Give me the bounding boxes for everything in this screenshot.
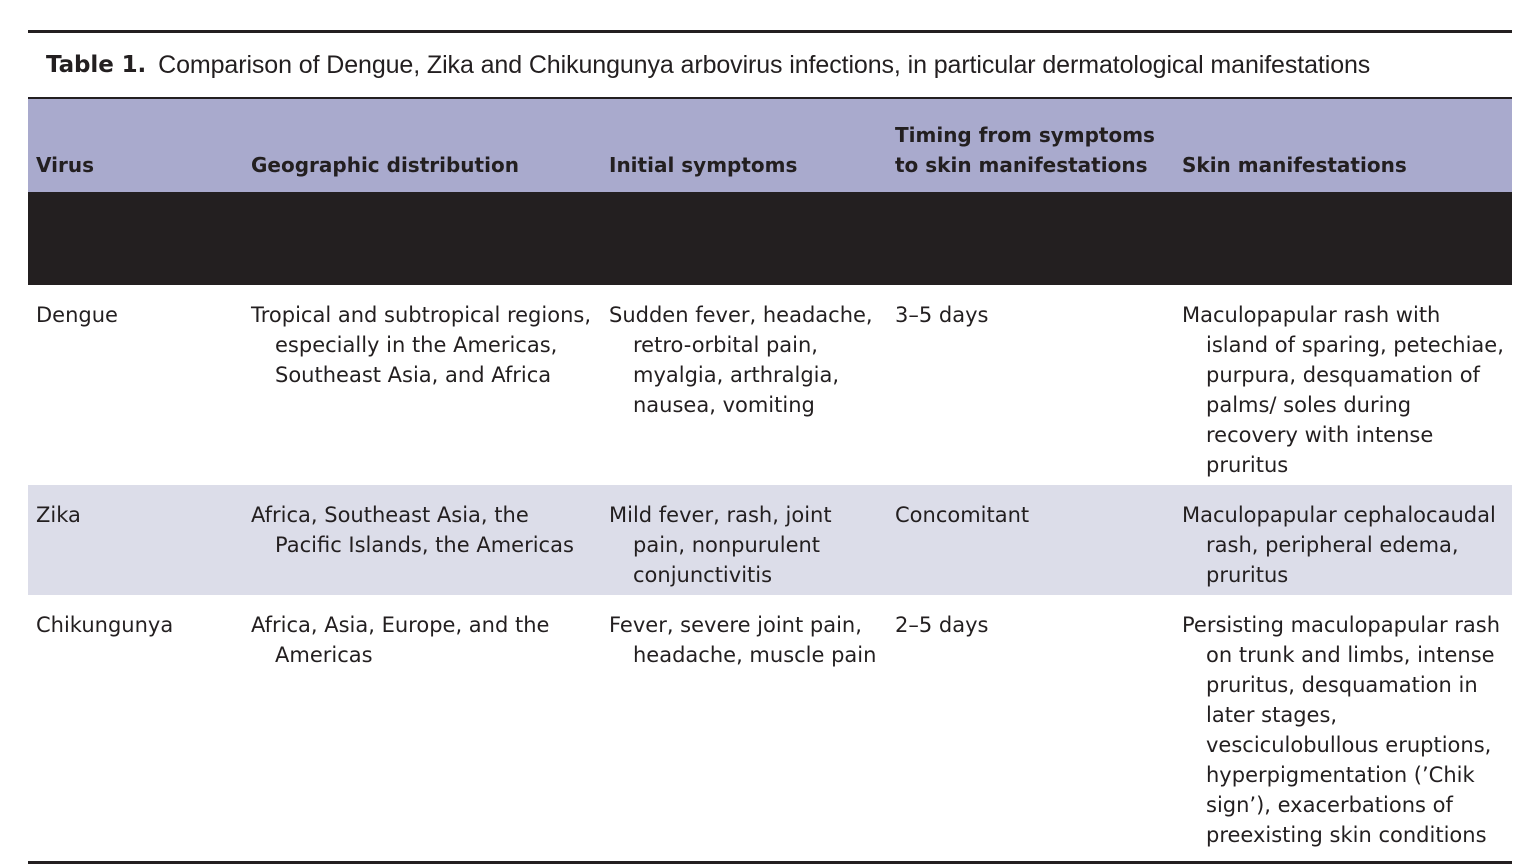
table-row-zika (28, 485, 1512, 595)
cell-distribution: Tropical and subtropical regions, especially in the Americas, Southeast Asia, and Africa (251, 303, 591, 387)
header-row (28, 99, 1512, 192)
header-virus: Virus (36, 153, 94, 177)
cell-timing: 3–5 days (895, 303, 989, 327)
cell-skin: Persisting maculopapular rash on trunk and limbs, intense pruritus, desquamation in later stages, vesciculobullous eruptions, hyperpigmentation (’Chik sign’), exacerbations of preexisting skin conditions (1182, 613, 1501, 847)
caption-text: Comparison of Dengue, Zika and Chikungunya arbovirus infections, in particular dermatological manifestations (158, 50, 1371, 79)
cell-symptoms: Fever, severe joint pain, headache, muscle pain (609, 613, 877, 667)
header-timing: Timing from symptoms to skin manifestations (895, 123, 1155, 177)
header-skin-manifestations: Skin manifestations (1182, 153, 1407, 177)
cell-virus: Zika (28, 485, 243, 595)
cell-skin: Maculopapular rash with island of sparing, petechiae, purpura, desquamation of palms/ soles during recovery with intense pruritus (1182, 303, 1504, 477)
table-row-chikungunya (28, 595, 1512, 855)
header-initial-symptoms: Initial symptoms (609, 153, 798, 177)
cell-virus: Chikungunya (36, 613, 174, 637)
caption-label: Table 1. (46, 52, 147, 78)
cell-distribution: Africa, Asia, Europe, and the Americas (251, 613, 550, 667)
comparison-table (28, 99, 1512, 855)
table-container (28, 30, 1512, 864)
cell-symptoms: Sudden fever, headache, retro-orbital pain, myalgia, arthralgia, nausea, vomiting (609, 303, 873, 417)
cell-skin: Maculopapular cephalocaudal rash, peripheral edema, pruritus (1174, 485, 1512, 595)
cell-timing: Concomitant (887, 485, 1174, 595)
table-caption (28, 33, 1512, 97)
cell-virus: Dengue (36, 303, 118, 327)
cell-symptoms: Mild fever, rash, joint pain, nonpurulent conjunctivitis (601, 485, 887, 595)
header-geographic-distribution: Geographic distribution (251, 153, 519, 177)
header-rule (28, 192, 1512, 285)
cell-timing: 2–5 days (895, 613, 989, 637)
table-row-dengue (28, 285, 1512, 485)
cell-distribution: Africa, Southeast Asia, the Pacific Islands, the Americas (243, 485, 601, 595)
